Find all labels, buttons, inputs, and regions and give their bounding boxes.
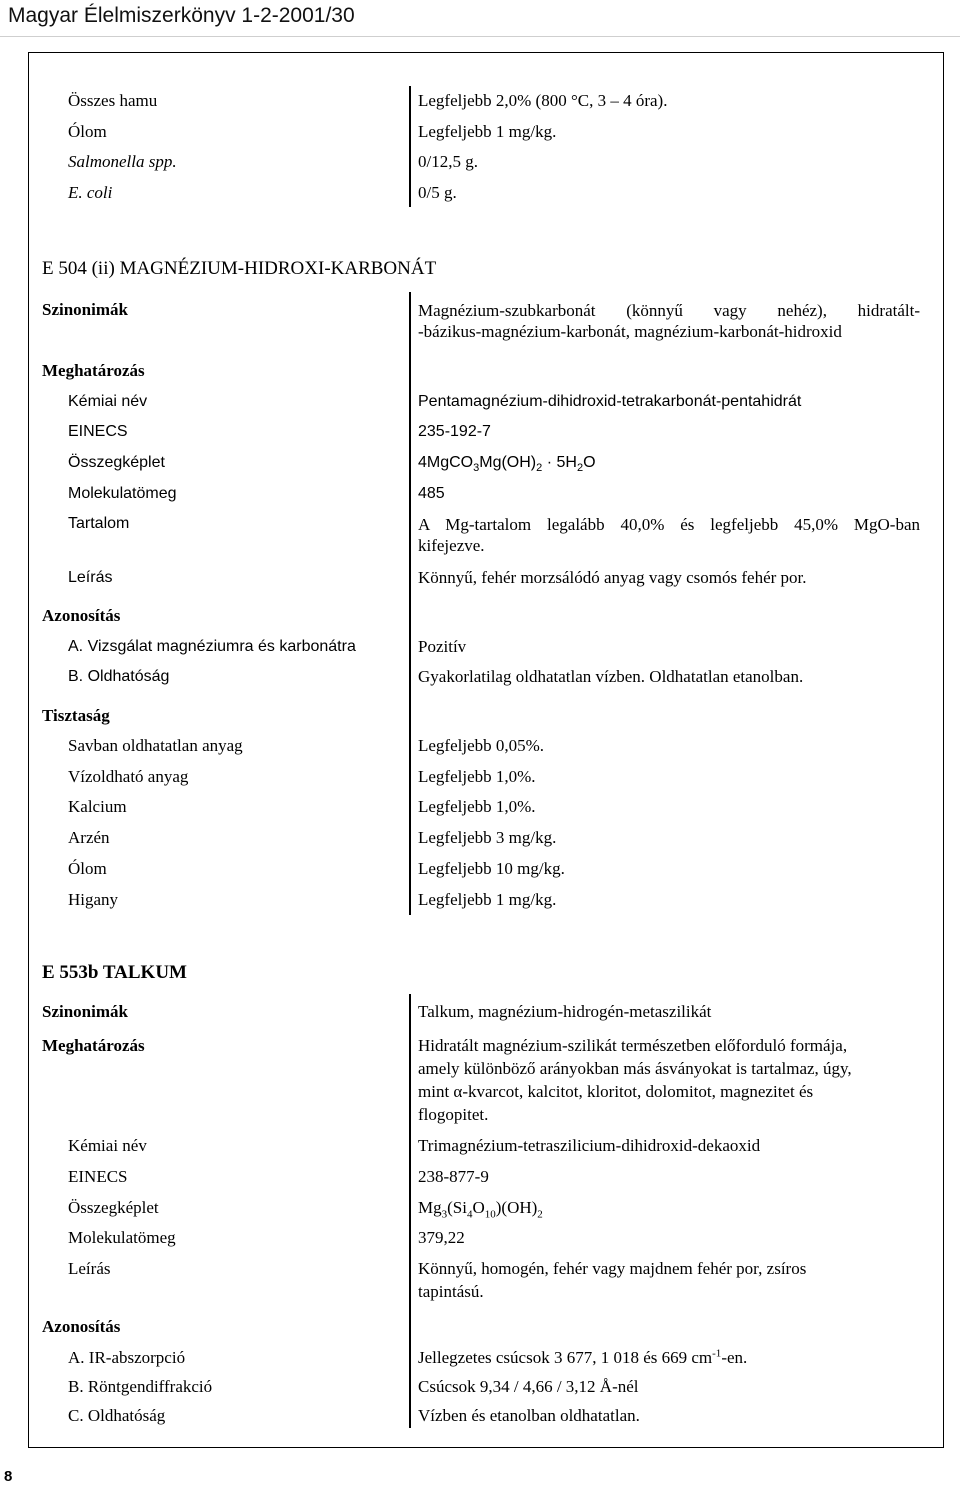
meghatarozas-line: amely különböző arányokban más ásványokat is tartalmaz, úgy, [418, 1059, 852, 1078]
leiras-value: Könnyű, homogén, fehér vagy majdnem fehér por, zsíros [418, 1259, 807, 1278]
tisztasag-row-label: Savban oldhatatlan anyag [68, 736, 243, 755]
einecs-label: EINECS [68, 1167, 128, 1186]
molekulatomeg-label: Molekulatömeg [68, 485, 177, 502]
row-value: Legfeljebb 2,0% (800 °C, 3 – 4 óra). [418, 91, 668, 110]
row-value: 0/12,5 g. [418, 152, 478, 171]
header-bar [0, 0, 960, 37]
meghatarozas-line: Hidratált magnézium-szilikát természetben előforduló formája, [418, 1036, 848, 1055]
row-value: Legfeljebb 1 mg/kg. [418, 122, 557, 141]
azon-a-value: Pozitív [418, 637, 467, 656]
section-title: E 553b TALKUM [42, 962, 187, 983]
kemiai-nev-label: Kémiai név [68, 393, 148, 410]
row-label: Ólom [68, 122, 107, 141]
leiras-value-cont: tapintású. [418, 1282, 484, 1301]
azon-c-value: Vízben és etanolban oldhatatlan. [418, 1406, 640, 1425]
divider-line [409, 292, 411, 915]
tisztasag-row-value: Legfeljebb 1 mg/kg. [418, 890, 557, 909]
azon-a-label: A. Vizsgálat magnéziumra és karbonátra [68, 638, 356, 655]
section-title: E 504 (ii) MAGNÉZIUM-HIDROXI-KARBONÁT [42, 258, 437, 279]
kemiai-nev-label: Kémiai név [68, 1136, 147, 1155]
szinonimak-value: Magnézium-szubkarbonát (könnyű vagy nehéz), hidratált- [418, 301, 920, 320]
tartalom-value: A Mg-tartalom legalább 40,0% és legfeljebb 45,0% MgO-ban [418, 515, 920, 534]
tisztasag-label: Tisztaság [42, 706, 110, 725]
einecs-value: 238-877-9 [418, 1167, 489, 1186]
row-label: Salmonella spp. [68, 152, 177, 171]
szinonimak-label: Szinonimák [42, 300, 128, 319]
meghatarozas-line: flogopitet. [418, 1105, 489, 1124]
osszegkeplet-label: Összegképlet [68, 454, 165, 471]
azon-b-value: Gyakorlatilag oldhatatlan vízben. Oldhatatlan etanolban. [418, 667, 804, 686]
azon-a-value: Jellegzetes csúcsok 3 677, 1 018 és 669 $cm^{-1}-en$. [418, 1347, 748, 1367]
tisztasag-row-label: Arzén [68, 828, 110, 847]
row-value: 0/5 g. [418, 183, 457, 202]
meghatarozas-label: Meghatározás [42, 361, 145, 380]
szinonimak-value-cont: -bázikus-magnézium-karbonát, magnézium-karbonát-hidroxid [418, 322, 842, 341]
tisztasag-row-label: Kalcium [68, 797, 127, 816]
azonositas-label: Azonosítás [42, 606, 121, 625]
leiras-label: Leírás [68, 569, 113, 586]
tisztasag-row-value: Legfeljebb 1,0%. [418, 797, 536, 816]
tisztasag-row-value: Legfeljebb 0,05%. [418, 736, 545, 755]
einecs-value: 235-192-7 [418, 423, 491, 440]
meghatarozas-label: Meghatározás [42, 1036, 145, 1055]
tisztasag-row-label: Ólom [68, 859, 107, 878]
szinonimak-value: Talkum, magnézium-hidrogén-metaszilikát [418, 1002, 712, 1021]
molekulatomeg-value: 379,22 [418, 1228, 465, 1247]
azonositas-label: Azonosítás [42, 1317, 121, 1336]
kemiai-nev-value: Pentamagnézium-dihidroxid-tetrakarbonát-pentahidrát [418, 393, 802, 410]
row-label: Összes hamu [68, 91, 158, 110]
page-number: 8 [4, 1468, 13, 1485]
leiras-label: Leírás [68, 1259, 111, 1278]
tartalom-value-cont: kifejezve. [418, 536, 485, 555]
osszegkeplet-label: Összegképlet [68, 1198, 159, 1217]
molekulatomeg-label: Molekulatömeg [68, 1228, 176, 1247]
azon-a-label: A. IR-abszorpció [68, 1348, 186, 1367]
tisztasag-row-label: Higany [68, 890, 119, 909]
meghatarozas-line: mint α-kvarcot, kalcitot, kloritot, dolomitot, magnezitet és [418, 1082, 814, 1101]
tisztasag-row-label: Vízoldható anyag [68, 767, 189, 786]
azon-c-label: C. Oldhatóság [68, 1406, 166, 1425]
leiras-value: Könnyű, fehér morzsálódó anyag vagy csomós fehér por. [418, 568, 807, 587]
kemiai-nev-value: Trimagnézium-tetraszilicium-dihidroxid-dekaoxid [418, 1136, 761, 1155]
tisztasag-row-value: Legfeljebb 1,0%. [418, 767, 536, 786]
tisztasag-row-value: Legfeljebb 10 mg/kg. [418, 859, 565, 878]
szinonimak-label: Szinonimák [42, 1002, 128, 1021]
header-title: Magyar Élelmiszerkönyv 1-2-2001/30 [8, 4, 355, 27]
formula-value: $4MgCO_3Mg(OH)_2 \cdot 5H_2O$ [418, 454, 596, 475]
tisztasag-row-value: Legfeljebb 3 mg/kg. [418, 828, 557, 847]
formula-value: $Mg_3(Si_4O_{10})(OH)_2$ [418, 1198, 543, 1221]
molekulatomeg-value: 485 [418, 485, 445, 502]
azon-b-value: Csúcsok 9,34 / 4,66 / 3,12 Å-nél [418, 1377, 639, 1396]
azon-b-label: B. Röntgendiffrakció [68, 1377, 213, 1396]
azon-b-label: B. Oldhatóság [68, 668, 170, 685]
divider-line [409, 994, 411, 1428]
einecs-label: EINECS [68, 423, 128, 440]
divider-line [409, 86, 411, 207]
row-label: E. coli [68, 183, 113, 202]
tartalom-label: Tartalom [68, 515, 130, 532]
